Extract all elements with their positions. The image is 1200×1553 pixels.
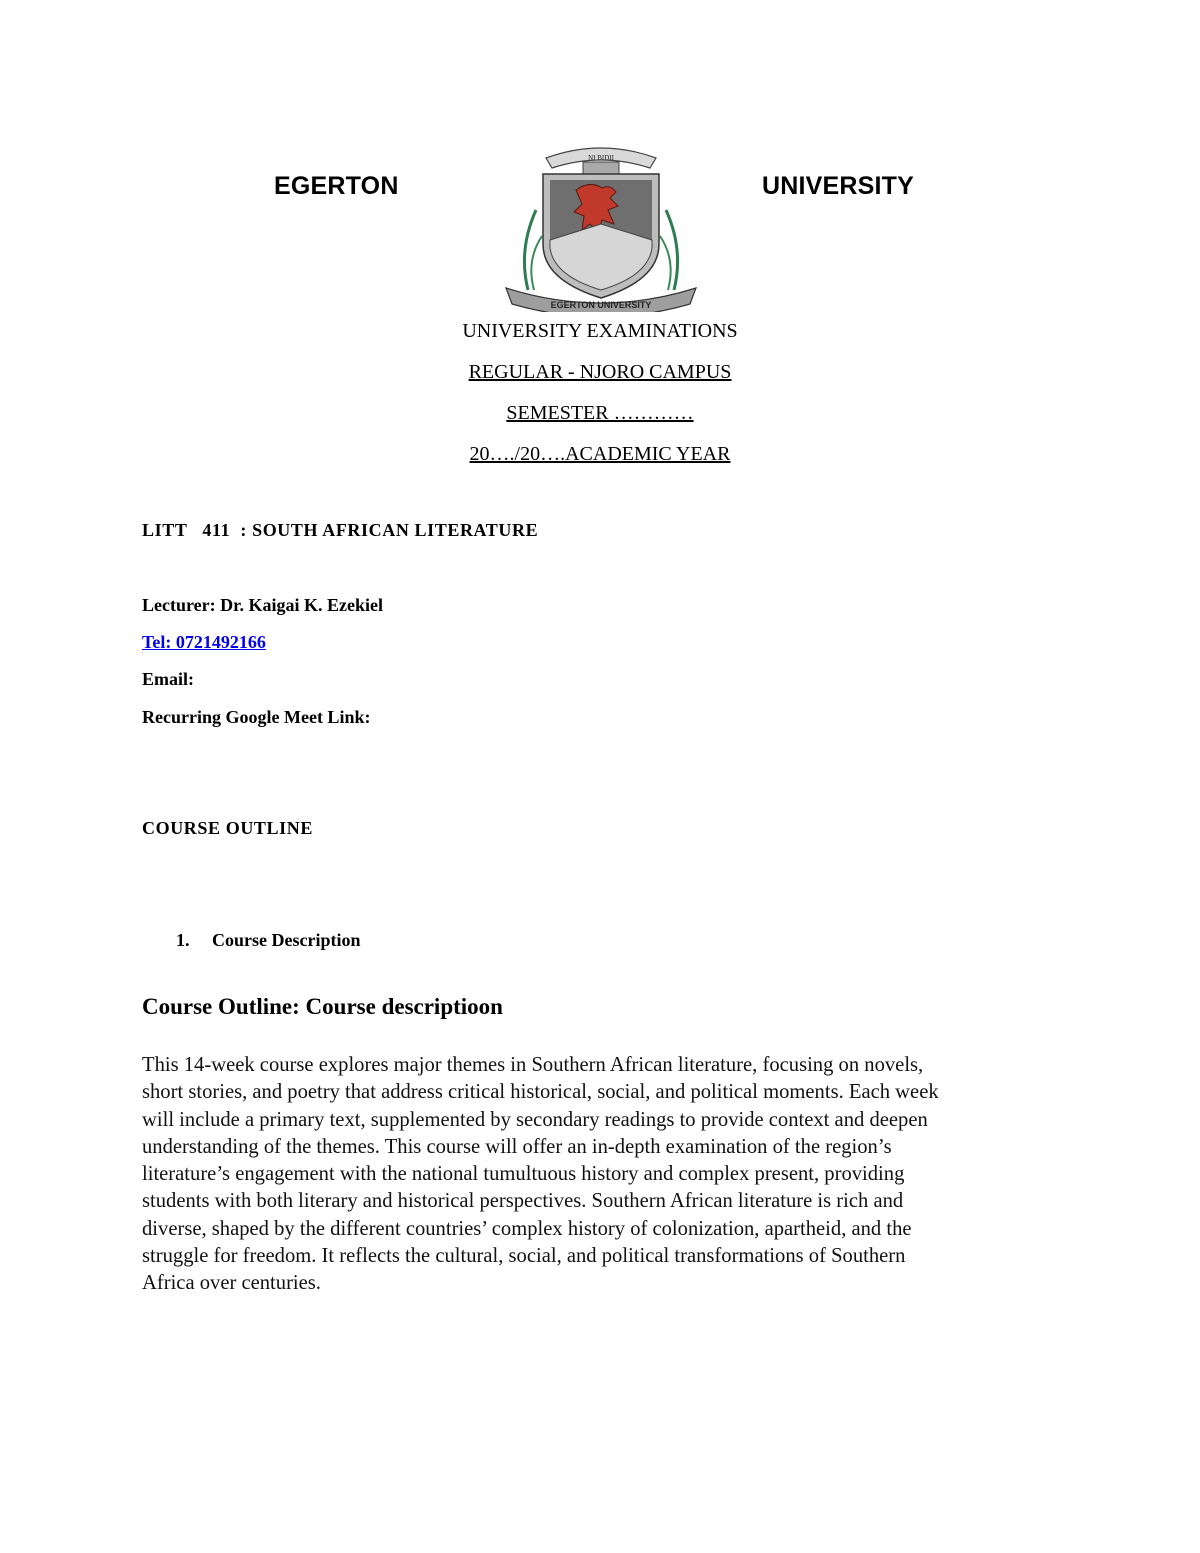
course-description-paragraph (142, 1052, 1062, 1298)
exam-semester-text: SEMESTER ………… (506, 402, 694, 424)
section-heading: Course Outline: Course descriptioon (142, 994, 503, 1019)
exam-academic-year (0, 443, 1200, 466)
course-outline-heading: COURSE OUTLINE (142, 818, 313, 838)
paragraph-line: students with both literary and historical perspectives. Southern African literature is rich and (142, 1190, 904, 1213)
list-item-label: Course Description (212, 930, 361, 950)
paragraph-line: short stories, and poetry that address critical historical, social, and political moments. Each week (142, 1081, 939, 1104)
paragraph-line: literature’s engagement with the national tumultuous history and complex present, providing (142, 1163, 905, 1186)
paragraph-line: diverse, shaped by the different countries’ complex history of colonization, apartheid, and the (142, 1217, 912, 1240)
exam-semester (0, 402, 1200, 425)
lecturer-line: Lecturer: Dr. Kaigai K. Ezekiel (142, 595, 383, 615)
svg-text:NI BIDII: NI BIDII (588, 154, 614, 162)
paragraph-line: struggle for freedom. It reflects the cultural, social, and political transformations of Southern (142, 1245, 906, 1268)
tel-line (142, 632, 266, 653)
crest-svg (498, 140, 704, 312)
university-crest-logo (498, 140, 704, 312)
tel-link[interactable]: Tel: 0721492166 (142, 632, 266, 652)
exam-campus (0, 361, 1200, 384)
paragraph-line: understanding of the themes. This course will offer an in-depth examination of the region’s (142, 1135, 892, 1158)
meet-link-label: Recurring Google Meet Link: (142, 707, 371, 727)
paragraph-line: Africa over centuries. (142, 1272, 321, 1295)
brand-right-word: UNIVERSITY (762, 172, 915, 200)
crest-banner-text: EGERTON UNIVERSITY (550, 300, 652, 310)
paragraph-line: will include a primary text, supplemented by secondary readings to provide context and deepen (142, 1108, 928, 1131)
email-label: Email: (142, 669, 194, 689)
exam-campus-text: REGULAR - NJORO CAMPUS (468, 361, 732, 383)
course-code-title: LITT 411 : SOUTH AFRICAN LITERATURE (142, 520, 539, 540)
paragraph-line: This 14-week course explores major themes in Southern African literature, focusing on novels, (142, 1054, 924, 1076)
exam-title: UNIVERSITY EXAMINATIONS (462, 320, 738, 342)
brand-left-word: EGERTON (274, 172, 399, 200)
list-item-number: 1. (176, 930, 190, 950)
exam-academic-year-text: 20…./20….ACADEMIC YEAR (469, 443, 731, 465)
